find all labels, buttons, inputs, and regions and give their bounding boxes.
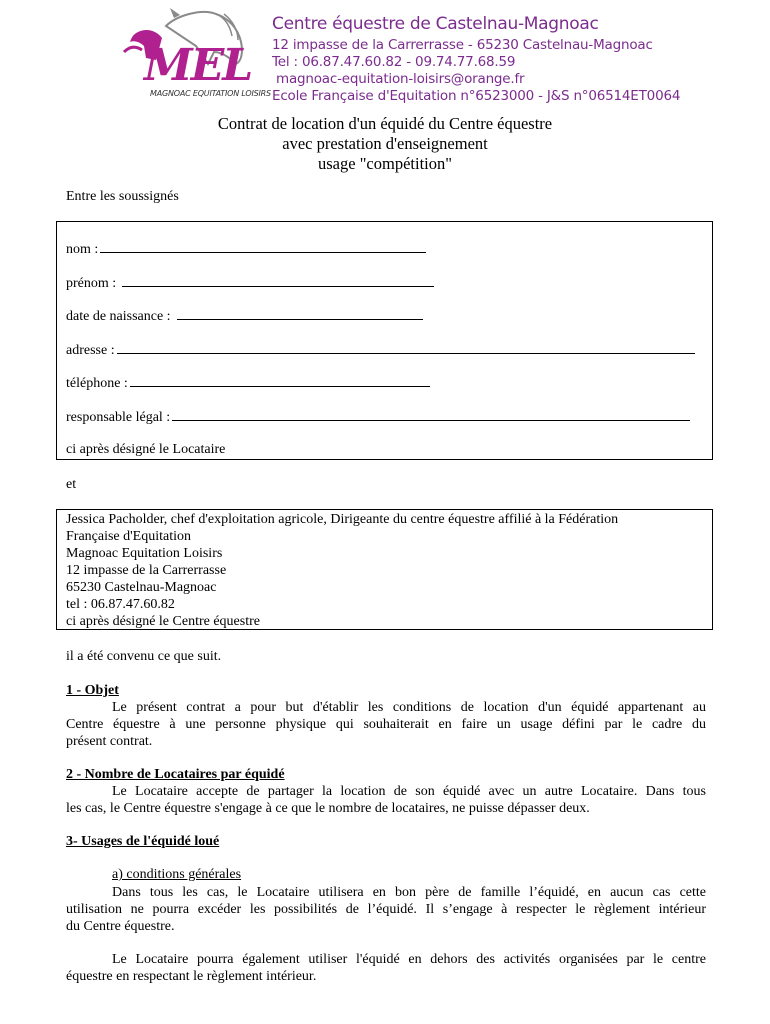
field-nom[interactable] [66, 240, 426, 258]
field-telephone-line[interactable] [130, 374, 430, 387]
field-date-naissance-line[interactable] [177, 307, 423, 320]
section-2-title: 2 - Nombre de Locataires par équidé [66, 767, 285, 782]
field-adresse-label: adresse : [66, 343, 115, 358]
centre-line4: 12 impasse de la Carrerrasse [66, 563, 227, 578]
section-3b-line2: équestre en respectant le règlement intérieur. [66, 969, 317, 984]
contract-title-line3: usage "compétition" [318, 154, 452, 173]
center-name: Centre équestre de Castelnau-Magnoac [272, 14, 599, 34]
centre-line1: Jessica Pacholder, chef d'exploitation agricole, Dirigeante du centre équestre affilié à la Fédération [66, 512, 619, 527]
intro-text: Entre les soussignés [66, 189, 179, 204]
centre-line5: 65230 Castelnau-Magnoac [66, 580, 217, 595]
centre-line2: Française d'Equitation [66, 529, 191, 544]
section-1-title: 1 - Objet [66, 683, 119, 698]
field-nom-line[interactable] [100, 240, 426, 253]
field-telephone[interactable] [66, 374, 430, 392]
tenant-designation: ci après désigné le Locataire [66, 442, 226, 457]
logo-mark: MEL [144, 40, 252, 91]
field-date-naissance[interactable] [66, 307, 423, 325]
field-prenom-line[interactable] [122, 274, 434, 287]
agreed-text: il a été convenu ce que suit. [66, 649, 222, 664]
section-2-body [66, 783, 706, 817]
centre-line6: tel : 06.87.47.60.82 [66, 597, 175, 612]
field-prenom[interactable] [66, 274, 434, 292]
logo-caption: MAGNOAC EQUITATION LOISIRS [150, 89, 271, 98]
field-responsable-line[interactable] [172, 408, 690, 421]
field-prenom-label: prénom : [66, 276, 117, 291]
field-adresse-line[interactable] [117, 341, 695, 354]
centre-line7: ci après désigné le Centre équestre [66, 614, 260, 629]
section-1-line3: présent contrat. [66, 734, 153, 749]
field-telephone-label: téléphone : [66, 376, 128, 391]
section-3-title: 3- Usages de l'équidé loué [66, 834, 220, 849]
section-3a-line1: Dans tous les cas, le Locataire utilisera en bon père de famille l’équidé, en aucun cas cette [112, 885, 706, 900]
center-email: magnoac-equitation-loisirs@orange.fr [276, 71, 525, 87]
contract-title-line2: avec prestation d'enseignement [282, 134, 488, 153]
section-1-line2: Centre équestre à une personne physique qui souhaiterait en faire un usage défini par le cadre du [66, 717, 706, 732]
field-nom-label: nom : [66, 242, 99, 257]
field-responsable[interactable] [66, 408, 690, 426]
section-3a-line3: du Centre équestre. [66, 919, 175, 934]
field-adresse[interactable] [66, 341, 695, 359]
contract-title-line1: Contrat de location d'un équidé du Centre équestre [217, 114, 553, 133]
centre-line3: Magnoac Equitation Loisirs [66, 546, 223, 561]
and-text: et [66, 477, 77, 492]
center-school: Ecole Française d'Equitation n°6523000 - J&S n°06514ET0064 [272, 88, 681, 104]
section-3b-line1: Le Locataire pourra également utiliser l'équidé en dehors des activités organisées par le centre [112, 952, 706, 967]
section-2-line1: Le Locataire accepte de partager la location de son équidé avec un autre Locataire. Dans tous [112, 784, 706, 799]
field-date-naissance-label: date de naissance : [66, 309, 171, 324]
center-address: 12 impasse de la Carrerrasse - 65230 Castelnau-Magnoac [272, 37, 653, 53]
section-1-body [66, 699, 706, 750]
section-3b-body [66, 951, 706, 985]
field-responsable-label: responsable légal : [66, 410, 171, 425]
section-2-line2: les cas, le Centre équestre s'engage à ce que le nombre de locataires, ne puisse dépasser deux. [66, 801, 590, 816]
center-phone: Tel : 06.87.47.60.82 - 09.74.77.68.59 [272, 54, 516, 70]
section-3a-line2: utilisation ne pourra excéder les possibilités de l’équidé. Il s’engage à respecter le règlement intérieur [66, 902, 706, 917]
section-3a-title: a) conditions générales [112, 867, 242, 882]
section-3a-body [66, 884, 706, 935]
section-1-line1: Le présent contrat a pour but d'établir les conditions de location d'un équidé appartenant au [112, 700, 706, 715]
